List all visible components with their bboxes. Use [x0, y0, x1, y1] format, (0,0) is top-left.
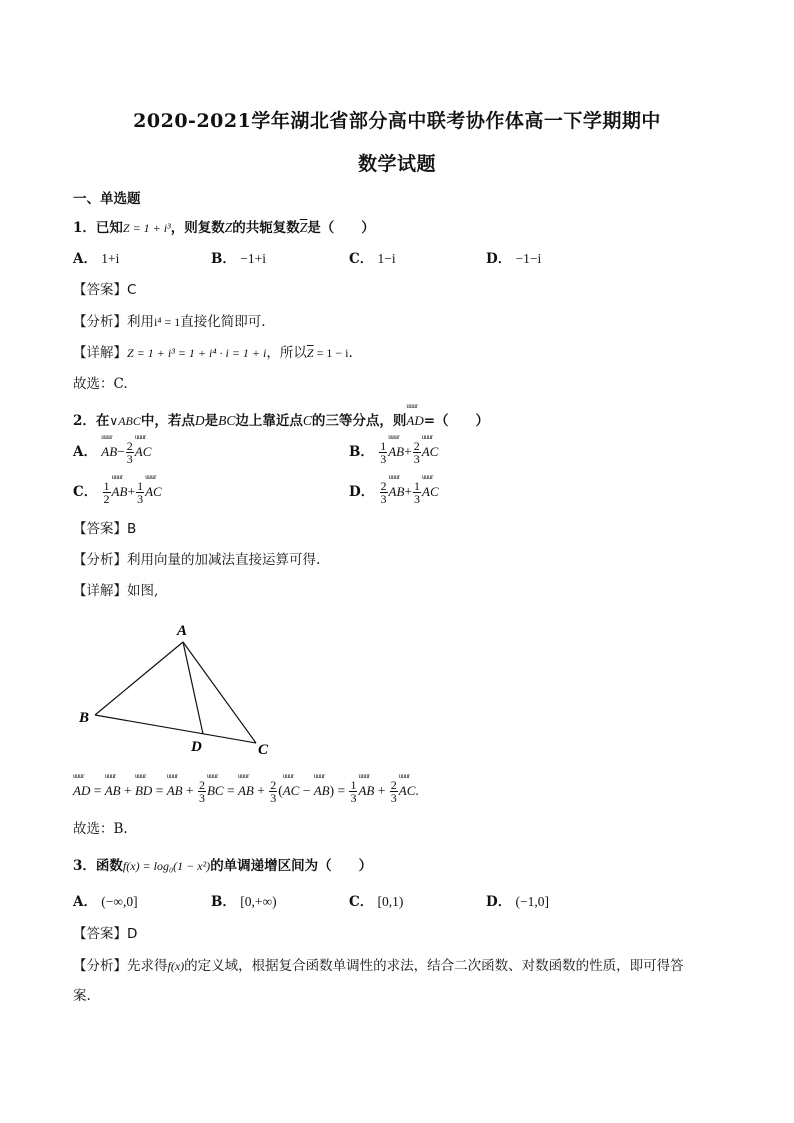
question-2-stem: 2．在∨ABC中，若点D是BC边上靠近点C的三等分点，则uuur AD=（ ）: [73, 405, 489, 430]
question-3-option-a: A． (−∞,0]: [73, 894, 138, 910]
question-3-stem: 3．函数f(x) = log₀(1 − x²)的单调递增区间为（ ）: [73, 858, 373, 874]
question-1-stem: 1．已知Z = 1 + i³，则复数Z的共轭复数$\overline{Z}$是（ ）: [73, 220, 375, 236]
triangle-figure: [70, 615, 290, 765]
question-3-answer: 【答案】D: [73, 926, 138, 942]
label-a: A: [177, 623, 188, 639]
question-1-choice: 故选：C.: [73, 376, 128, 392]
label-d: D: [191, 739, 202, 755]
question-3-option-b: B． [0,+∞): [211, 894, 277, 910]
label-b: B: [79, 710, 90, 726]
question-1-answer: 【答案】C: [73, 282, 137, 298]
side-bc: [95, 715, 256, 743]
question-number: 1．: [73, 220, 96, 236]
question-1-option-a: A． 1+i: [73, 251, 120, 267]
question-number: 2．: [73, 413, 96, 429]
label-c: C: [258, 742, 269, 758]
question-2-analysis: 【分析】利用向量的加减法直接运算可得.: [73, 552, 321, 568]
question-3-option-d: D． (−1,0]: [486, 894, 549, 910]
question-2-option-c: C． $\frac{1}{2}$ uuur AB+ $\frac{1}{3}$ uuur AC: [73, 476, 162, 505]
question-1-analysis: 【分析】利用i⁴ = 1直接化简即可.: [73, 314, 266, 330]
side-ab: [95, 642, 183, 715]
question-2-answer: 【答案】B: [73, 521, 137, 537]
question-2-option-a: A． uuur AB− $\frac{2}{3}$ uuur AC: [73, 436, 151, 465]
question-2-option-d: D． $\frac{2}{3}$ uuur AB+ $\frac{1}{3}$ uuur AC: [349, 476, 439, 505]
question-number: 3．: [73, 858, 96, 874]
section-heading: 一、单选题: [73, 191, 141, 207]
question-2-option-b: B． $\frac{1}{3}$ uuur AB+ $\frac{2}{3}$ uuur AC: [349, 436, 438, 465]
question-1-detail: 【详解】Z = 1 + i³ = 1 + i⁴ · i = 1 + i，所以$\overline{Z} = 1 - i$.: [73, 345, 353, 361]
math-expression: Z = 1 + i³: [122, 221, 171, 235]
question-1-option-c: C． 1−i: [349, 251, 396, 267]
question-1-option-d: D． −1−i: [486, 251, 542, 267]
question-1-option-b: B． −1+i: [211, 251, 266, 267]
document-subtitle: 数学试题: [357, 153, 436, 175]
question-2-derivation: uuur AD = uuur AB + uuur BD = uuur AB + $\frac{2}{3}$ uuur BC = uuur AB + $\frac{2}{3}$ (uuur AC − uuur AB) = $\frac{1}{3}$ uuur AB + $\frac{2}{3}$ uuur AC.: [73, 775, 419, 804]
document-title: 2020-2021学年湖北省部分高中联考协作体高一下学期期中: [133, 110, 661, 132]
question-2-detail: 【详解】如图,: [73, 583, 159, 599]
question-3-analysis: 【分析】先求得f(x)的定义域，根据复合函数单调性的求法，结合二次函数、对数函数的性质，即可得答 案.: [73, 958, 684, 1004]
question-3-option-c: C． [0,1): [349, 894, 404, 910]
question-2-choice: 故选：B.: [73, 821, 128, 837]
